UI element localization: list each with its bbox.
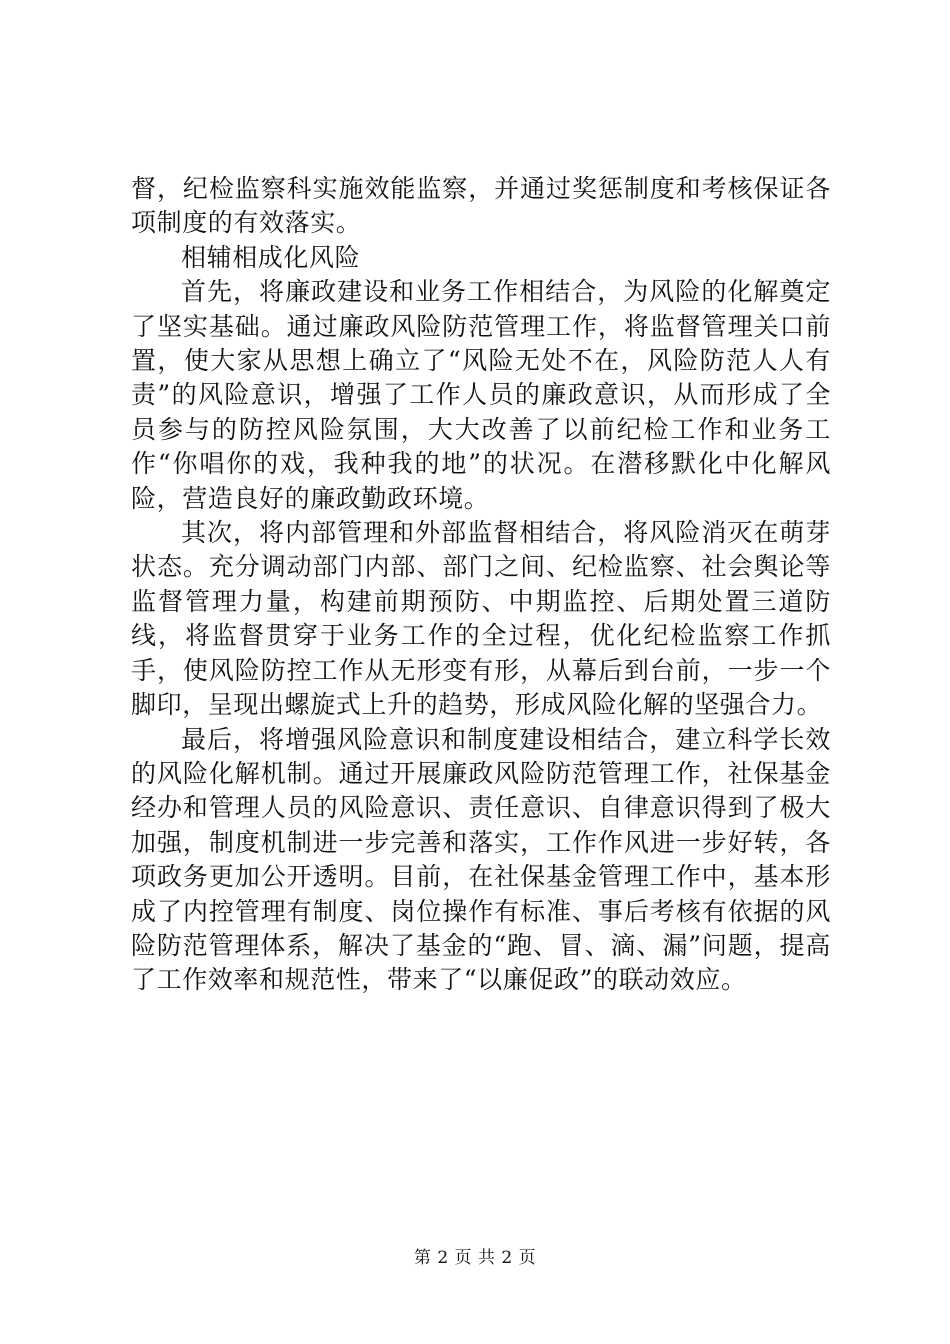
- paragraph-continuation: 督，纪检监察科实施效能监察，并通过奖惩制度和考核保证各项制度的有效落实。: [131, 174, 831, 238]
- paragraph-second: 其次，将内部管理和外部监督相结合，将风险消灭在萌芽状态。充分调动部门内部、部门之间、纪检监察、社会舆论等监督管理力量，构建前期预防、中期监控、后期处置三道防线，将监督贯穿于业务工作的全过程，优化纪检监察工作抓手，使风险防控工作从无形变有形，从幕后到台前，一步一个脚印，呈现出螺旋式上升的趋势，形成风险化解的坚强合力。: [131, 518, 831, 720]
- section-heading: 相辅相成化风险: [181, 242, 361, 272]
- paragraph-last: 最后，将增强风险意识和制度建设相结合，建立科学长效的风险化解机制。通过开展廉政风险防范管理工作，社保基金经办和管理人员的风险意识、责任意识、自律意识得到了极大加强，制度机制进一步完善和落实，工作作风进一步好转，各项政务更加公开透明。目前，在社保基金管理工作中，基本形成了内控管理有制度、岗位操作有标准、事后考核有依据的风险防范管理体系，解决了基金的“跑、冒、滴、漏”问题，提高了工作效率和规范性，带来了“以廉促政”的联动效应。: [131, 724, 831, 995]
- page-number-footer: 第 2 页 共 2 页: [413, 1248, 537, 1268]
- paragraph-first: 首先，将廉政建设和业务工作相结合，为风险的化解奠定了坚实基础。通过廉政风险防范管理工作，将监督管理关口前置，使大家从思想上确立了“风险无处不在，风险防范人人有责”的风险意识，增强了工作人员的廉政意识，从而形成了全员参与的防控风险氛围，大大改善了以前纪检工作和业务工作“你唱你的戏，我种我的地”的状况。在潜移默化中化解风险，营造良好的廉政勤政环境。: [131, 277, 831, 513]
- document-body: [131, 172, 831, 998]
